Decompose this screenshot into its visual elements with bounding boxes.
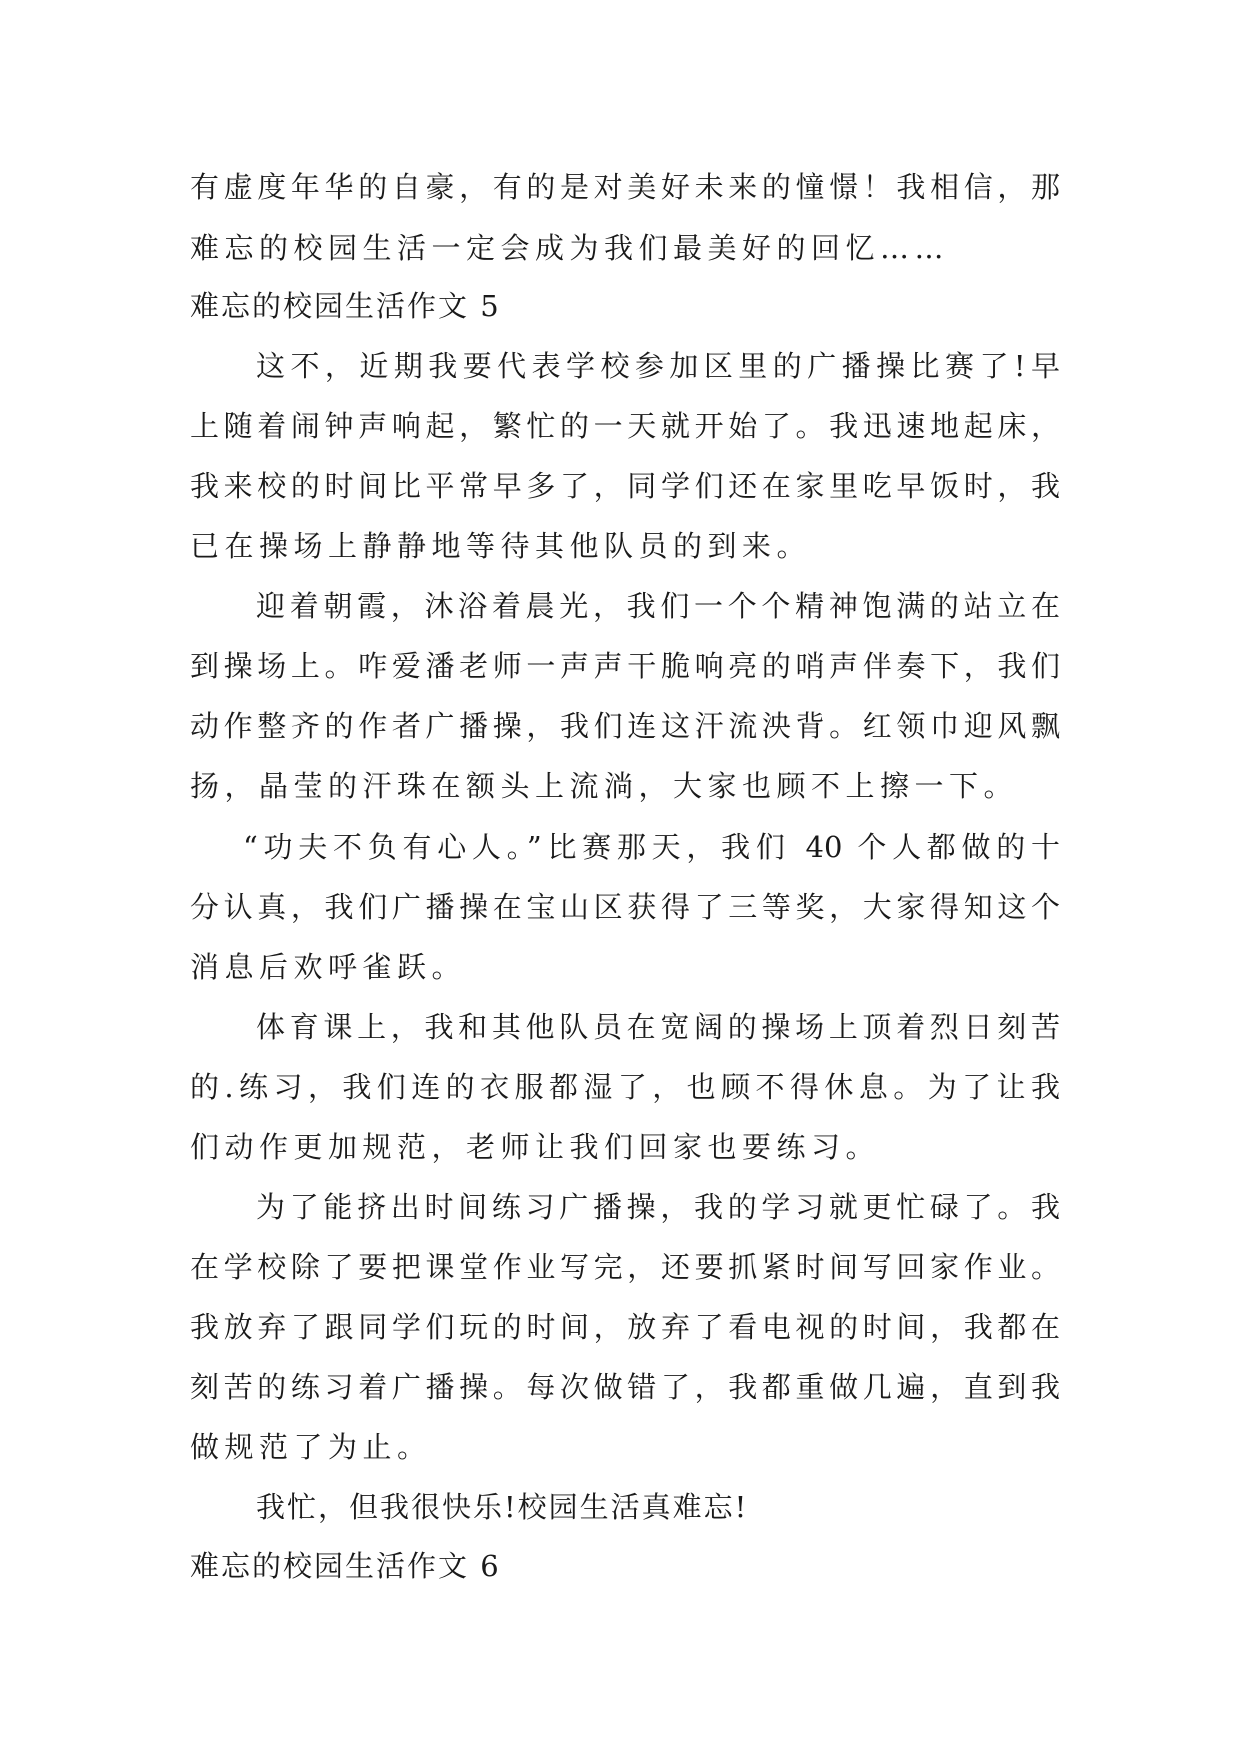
paragraph-line: 刻苦的练习着广播操。每次做错了，我都重做几遍，直到我 bbox=[190, 1370, 1060, 1404]
paragraph-line: 我来校的时间比平常早多了，同学们还在家里吃早饭时，我 bbox=[190, 469, 1060, 503]
paragraph-line: 扬，晶莹的汗珠在额头上流淌，大家也顾不上擦一下。 bbox=[190, 769, 1019, 803]
paragraph-line: 上随着闹钟声响起，繁忙的一天就开始了。我迅速地起床， bbox=[190, 409, 1060, 443]
paragraph-line: 做规范了为止。 bbox=[190, 1430, 432, 1464]
paragraph-line: 体育课上，我和其他队员在宽阔的操场上顶着烈日刻苦 bbox=[256, 1010, 1060, 1044]
paragraph-line: 有虚度年华的自豪，有的是对美好未来的憧憬！我相信，那 bbox=[190, 170, 1060, 204]
paragraph-line: 在学校除了要把课堂作业写完，还要抓紧时间写回家作业。 bbox=[190, 1250, 1060, 1284]
paragraph-line: 我放弃了跟同学们玩的时间，放弃了看电视的时间，我都在 bbox=[190, 1310, 1060, 1344]
paragraph-line: “功夫不负有心人。”比赛那天，我们 40 个人都做的十 bbox=[243, 830, 1060, 864]
paragraph-line: 动作整齐的作者广播操，我们连这汗流泱背。红领巾迎风飘 bbox=[190, 709, 1060, 743]
paragraph-line: 为了能挤出时间练习广播操，我的学习就更忙碌了。我 bbox=[256, 1190, 1060, 1224]
paragraph-line: 们动作更加规范，老师让我们回家也要练习。 bbox=[190, 1130, 881, 1164]
paragraph-line: 我忙，但我很快乐!校园生活真难忘! bbox=[256, 1490, 749, 1524]
paragraph-line: 难忘的校园生活一定会成为我们最美好的回忆…… bbox=[190, 231, 950, 265]
paragraph-line: 的.练习，我们连的衣服都湿了，也顾不得休息。为了让我 bbox=[190, 1070, 1060, 1104]
section-heading: 难忘的校园生活作文 6 bbox=[190, 1549, 501, 1583]
paragraph-line: 消息后欢呼雀跃。 bbox=[190, 950, 467, 984]
paragraph-line: 到操场上。咋爱潘老师一声声干脆响亮的哨声伴奏下，我们 bbox=[190, 649, 1060, 683]
section-heading: 难忘的校园生活作文 5 bbox=[190, 289, 501, 323]
paragraph-line: 分认真，我们广播操在宝山区获得了三等奖，大家得知这个 bbox=[190, 890, 1060, 924]
paragraph-line: 迎着朝霞，沐浴着晨光，我们一个个精神饱满的站立在 bbox=[256, 589, 1060, 623]
paragraph-line: 这不，近期我要代表学校参加区里的广播操比赛了!早 bbox=[256, 349, 1060, 383]
paragraph-line: 已在操场上静静地等待其他队员的到来。 bbox=[190, 529, 812, 563]
